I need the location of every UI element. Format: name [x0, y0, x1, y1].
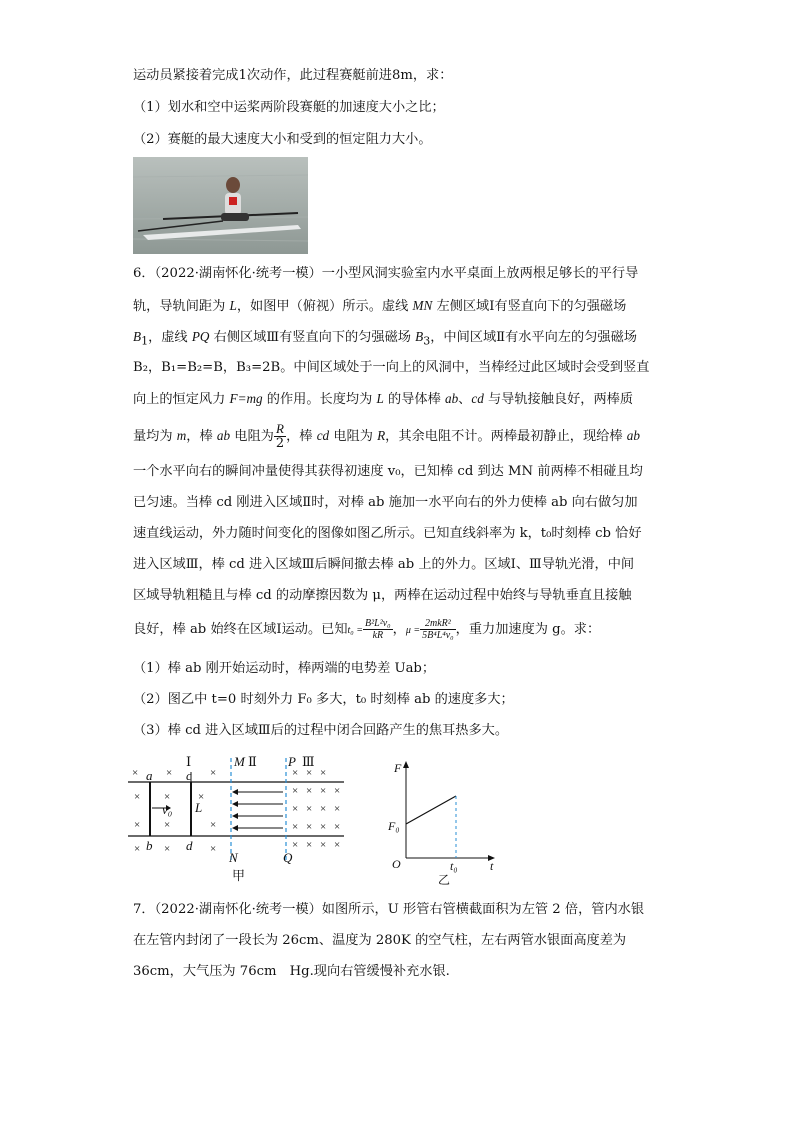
label-F0: F₀ [388, 819, 400, 833]
text: ，中间区域Ⅱ有水平向左的匀强磁场 [430, 330, 637, 345]
cross: × [334, 821, 341, 833]
q6-subquestion-2: （2）图乙中 t=0 时刻外力 F₀ 多大，t₀ 时刻棒 ab 的速度多大； [133, 692, 514, 707]
cross: × [306, 821, 313, 833]
var-MN: MN [412, 298, 433, 313]
var-ab: ab [444, 391, 459, 406]
region2-field-arrows [236, 792, 283, 828]
label-a: a [146, 768, 153, 783]
subscript: 3 [423, 334, 431, 348]
q6-subquestion-3: （3）棒 cd 进入区域Ⅲ后的过程中闭合回路产生的焦耳热多大。 [133, 723, 509, 738]
force-line [406, 796, 456, 824]
q6-line-4: B₂，B₁=B₂=B，B₃=2B。中间区域处于一向上的风洞中，当棒经过此区域时会受到竖直 [133, 360, 650, 375]
fraction-R-over-2 [274, 422, 286, 451]
text: ，其余电阻不计。两棒最初静止，现给棒 [385, 429, 627, 444]
var-cd: cd [316, 428, 330, 443]
cross: × [164, 843, 171, 855]
q7-line-1: 7．（2022·湖南怀化·统考一模）如图所示，U 形管右管横截面积为左管 2 倍，管内水银 [133, 902, 644, 917]
rowing-photo [133, 157, 308, 254]
intro-question-2: （2）赛艇的最大速度大小和受到的恒定阻力大小。 [133, 132, 432, 147]
figure-caption-jia: 甲 [232, 868, 246, 883]
text: ，棒 [286, 429, 317, 444]
text: 的导体棒 [383, 392, 445, 407]
field-crosses [132, 767, 216, 855]
region3-crosses [292, 767, 340, 851]
cross: × [306, 839, 313, 851]
axis-label-F: F [394, 761, 402, 775]
text: 电阻为 [230, 429, 274, 444]
q6-line-3 [133, 327, 637, 352]
label-M: M [234, 754, 245, 769]
text: ，棒 [186, 429, 217, 444]
numerator: R [274, 422, 286, 437]
text: 良好，棒 ab 始终在区域Ⅰ运动。已知 [133, 622, 348, 637]
var-B: B [133, 329, 142, 344]
text: 向上的恒定风力 [133, 392, 230, 407]
text: 左侧区域Ⅰ有竖直向下的匀强磁场 [432, 299, 627, 314]
axis-label-t: t [490, 859, 494, 873]
q7-line-3: 36cm，大气压为 76cm Hg.现向右管缓慢补充水银. [133, 964, 450, 979]
q6-line-6 [133, 422, 640, 451]
label-Q: Q [283, 850, 293, 865]
text: ，重力加速度为 g。求： [455, 622, 601, 637]
text: 、 [458, 392, 472, 407]
fraction-mu [420, 618, 456, 641]
cross: × [292, 767, 299, 779]
var-PQ: PQ [191, 329, 210, 344]
cross: × [134, 819, 141, 831]
var-cd: cd [471, 391, 484, 406]
cross: × [134, 791, 141, 803]
cross: × [132, 767, 139, 779]
cross: × [292, 803, 299, 815]
q6-subquestion-1: （1）棒 ab 刚开始运动时，棒两端的电势差 Uab； [133, 661, 436, 676]
cross: × [164, 819, 171, 831]
var-ab: ab [626, 428, 640, 443]
var-R: R [377, 428, 386, 443]
var-L: L [376, 391, 384, 406]
var-mu: μ = [405, 625, 421, 636]
cross: × [210, 843, 217, 855]
y-axis-arrow [403, 761, 409, 768]
q6-line-10: 进入区域Ⅲ，棒 cd 进入区域Ⅲ后瞬间撤去棒 ab 上的外力。区域Ⅰ、Ⅲ导轨光滑，中间 [133, 557, 635, 572]
cross: × [198, 791, 205, 803]
text: 量均为 [133, 429, 177, 444]
q6-line-9: 速直线运动，外力随时间变化的图像如图乙所示。已知直线斜率为 k，t₀时刻棒 cb 恰好 [133, 526, 642, 541]
figure-yi [384, 758, 504, 888]
var-m: m [176, 428, 187, 443]
label-region-1: Ⅰ [186, 754, 192, 769]
label-region-3: Ⅲ [302, 754, 315, 769]
text: ，如图甲（俯视）所示。虚线 [236, 299, 413, 314]
label-N: N [229, 850, 238, 865]
q6-line-7: 一个水平向右的瞬间冲量使得其获得初速度 v₀，已知棒 cd 到达 MN 前两棒不相碰且均 [133, 464, 643, 479]
label-b: b [146, 838, 153, 853]
intro-line-1: 运动员紧接着完成1次动作，此过程赛艇前进8m，求： [133, 68, 453, 83]
var-B: B [415, 329, 424, 344]
label-origin: O [392, 857, 401, 871]
cross: × [292, 785, 299, 797]
label-L: L [195, 800, 203, 815]
cross: × [306, 785, 313, 797]
denominator: 5B⁴L⁴v₀ [422, 630, 454, 641]
cross: × [210, 819, 217, 831]
denominator: kR [372, 630, 384, 641]
label-P: P [288, 754, 296, 769]
tick-label-t0: t₀ [450, 859, 458, 873]
cross: × [320, 803, 327, 815]
text: 的作用。长度均为 [262, 392, 377, 407]
q7-line-2: 在左管内封闭了一段长为 26cm、温度为 280K 的空气柱，左右两管水银面高度差为 [133, 933, 627, 948]
cross: × [320, 785, 327, 797]
intro-question-1: （1）划水和空中运桨两阶段赛艇的加速度大小之比； [133, 100, 445, 115]
figure-caption-yi: 乙 [438, 873, 451, 887]
numerator: 2mkR² [420, 618, 456, 630]
text: 与导轨接触良好，两棒质 [483, 392, 634, 407]
q6-line-5 [133, 389, 633, 410]
text: 轨，导轨间距为 [133, 299, 230, 314]
q6-line-8: 已匀速。当棒 cd 刚进入区域Ⅱ时，对棒 ab 施加一水平向右的外力使棒 ab 向右做匀加 [133, 495, 638, 510]
cross: × [134, 843, 141, 855]
label-c: c [186, 768, 192, 783]
text: 右侧区域Ⅲ有竖直向下的匀强磁场 [209, 330, 416, 345]
fraction-t0 [363, 618, 393, 641]
var-L: L [229, 298, 237, 313]
subscript: 1 [141, 334, 149, 348]
cross: × [166, 767, 173, 779]
cross: × [320, 821, 327, 833]
region2-arrowheads [232, 789, 238, 831]
label-region-2: Ⅱ [248, 754, 257, 769]
cross: × [320, 839, 327, 851]
var-t0: t₀ = [347, 625, 364, 636]
var-ab: ab [216, 428, 231, 443]
cross: × [292, 821, 299, 833]
cross: × [164, 791, 171, 803]
cross: × [320, 767, 327, 779]
var-F: F=mg [229, 391, 263, 406]
q6-line-11: 区域导轨粗糙且与棒 cd 的动摩擦因数为 μ，两棒在运动过程中始终与导轨垂直且接触 [133, 588, 632, 603]
label-d: d [186, 838, 193, 853]
label-v0: v₀ [162, 802, 173, 817]
cross: × [334, 839, 341, 851]
cross: × [306, 767, 313, 779]
q6-line-1: 6．（2022·湖南怀化·统考一模）一小型风洞实验室内水平桌面上放两根足够长的平行导 [133, 266, 639, 281]
cross: × [306, 803, 313, 815]
cross: × [334, 785, 341, 797]
q6-line-2 [133, 296, 626, 317]
text: 电阻为 [329, 429, 378, 444]
text: ， [392, 622, 406, 637]
cross: × [334, 803, 341, 815]
cross: × [210, 767, 217, 779]
numerator: B²L²v₀ [365, 618, 391, 629]
denominator: 2 [275, 436, 285, 451]
figure-jia [128, 750, 358, 890]
text: ，虚线 [148, 330, 192, 345]
q6-line-12 [133, 616, 600, 645]
cross: × [292, 839, 299, 851]
